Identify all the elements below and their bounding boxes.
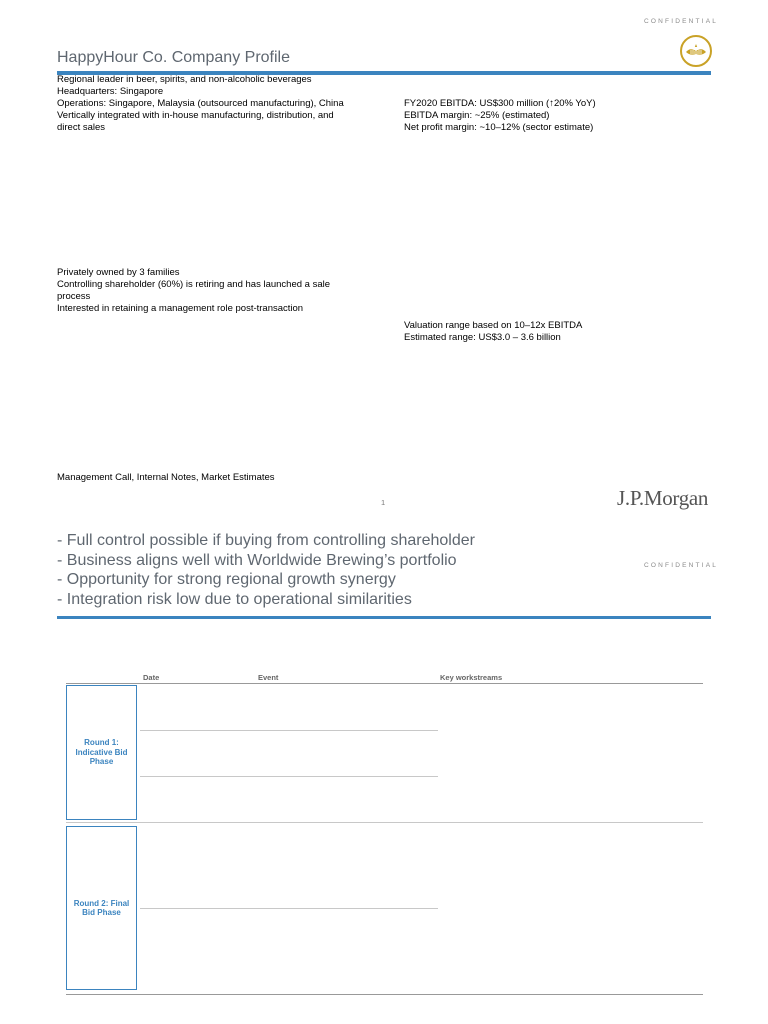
company-overview — [57, 74, 344, 134]
phase-round-2 — [66, 826, 137, 990]
table-bottom-rule — [66, 994, 703, 995]
ownership-line: process — [57, 291, 91, 302]
overview-line: Regional leader in beer, spirits, and non-alcoholic beverages — [57, 74, 312, 85]
phase-label: Round 2: Final Bid Phase — [73, 898, 130, 917]
confidential-label: CONFIDENTIAL — [644, 18, 719, 25]
bullet-item: - Opportunity for strong regional growth synergy — [57, 571, 396, 588]
rationale-bullets — [57, 531, 475, 609]
header-rule — [57, 616, 711, 619]
financial-line: EBITDA margin: ~25% (estimated) — [404, 110, 550, 121]
phase-label: Round 1: Indicative Bid Phase — [75, 738, 128, 767]
row-divider — [140, 730, 438, 731]
overview-line: Vertically integrated with in-house manufacturing, distribution, and — [57, 110, 334, 121]
financial-highlights — [404, 98, 596, 134]
ownership-line: Controlling shareholder (60%) is retiring and has launched a sale — [57, 279, 331, 290]
phase-round-1 — [66, 685, 137, 820]
page-title: HappyHour Co. Company Profile — [57, 49, 290, 66]
happyhour-logo-icon — [680, 35, 712, 67]
column-header-workstreams: Key workstreams — [440, 673, 503, 682]
ownership-line: Privately owned by 3 families — [57, 267, 180, 278]
ownership-line: Interested in retaining a management role post-transaction — [57, 303, 304, 314]
slide-2 — [0, 515, 768, 1024]
valuation-line: Valuation range based on 10–12x EBITDA — [404, 320, 583, 331]
bullet-item: - Full control possible if buying from controlling shareholder — [57, 532, 475, 549]
overview-line: Headquarters: Singapore — [57, 86, 164, 97]
jpmorgan-logo: J.P.Morgan — [617, 486, 709, 510]
confidential-label: CONFIDENTIAL — [644, 562, 719, 569]
valuation-section — [404, 320, 582, 344]
bullet-item: - Integration risk low due to operational similarities — [57, 590, 412, 608]
financial-line: FY2020 EBITDA: US$300 million (↑20% YoY) — [404, 98, 596, 109]
overview-line: direct sales — [57, 122, 106, 133]
valuation-line: Estimated range: US$3.0 – 3.6 billion — [404, 332, 561, 343]
row-divider — [140, 776, 438, 777]
column-header-date: Date — [143, 673, 160, 682]
table-header-rule — [66, 683, 703, 684]
ownership-section — [57, 267, 330, 315]
bullet-item: - Business aligns well with Worldwide Brewing’s portfolio — [57, 551, 457, 569]
page-number: 1 — [381, 498, 386, 507]
phase-divider — [66, 822, 703, 823]
overview-line: Operations: Singapore, Malaysia (outsourced manufacturing), China — [57, 98, 344, 109]
source-note: Management Call, Internal Notes, Market Estimates — [57, 472, 275, 483]
row-divider — [140, 908, 438, 909]
column-header-event: Event — [258, 673, 279, 682]
financial-line: Net profit margin: ~10–12% (sector estimate) — [404, 122, 594, 133]
